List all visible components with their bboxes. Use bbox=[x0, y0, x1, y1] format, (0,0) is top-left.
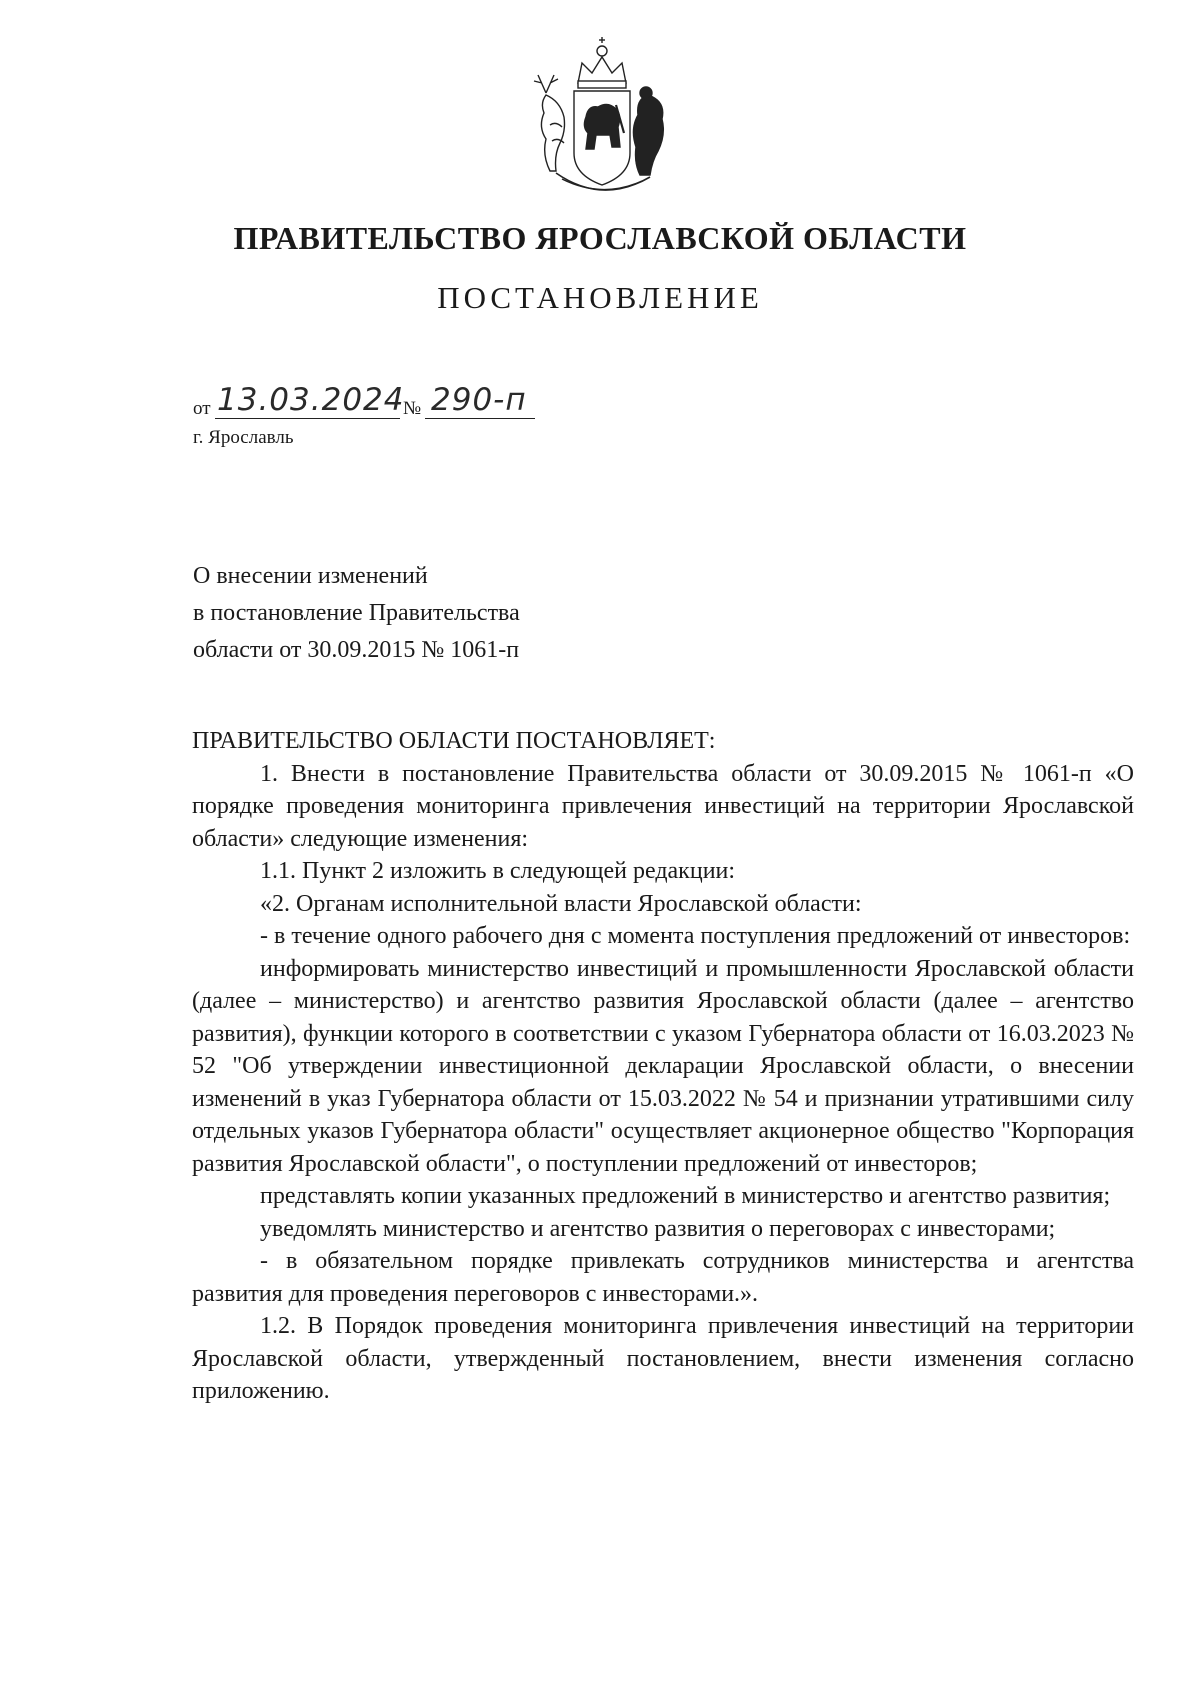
number-underline bbox=[425, 418, 535, 419]
paragraph: 1. Внести в постановление Правительства области от 30.09.2015 № 1061-п «О порядке проведения мониторинга привлечения инвестиций на территории Ярославской области» следующие изменения: bbox=[192, 760, 1134, 852]
paragraph: - в течение одного рабочего дня с момента поступления предложений от инвесторов: bbox=[260, 923, 1131, 949]
paragraph: представлять копии указанных предложений в министерство и агентство развития; bbox=[260, 1183, 1111, 1209]
handwritten-number: 290-п bbox=[431, 382, 527, 418]
paragraph: - в обязательном порядке привлекать сотрудников министерства и агентства развития для проведения переговоров с инвесторами.». bbox=[192, 1248, 1134, 1307]
handwritten-date: 13.03.2024 bbox=[217, 382, 405, 418]
subject-line: О внесении изменений bbox=[193, 563, 428, 589]
city-line: г. Ярославль bbox=[193, 427, 294, 448]
coat-of-arms-emblem bbox=[516, 35, 688, 205]
date-underline bbox=[215, 418, 400, 419]
subject-line: в постановление Правительства bbox=[193, 600, 520, 626]
paragraph: 1.1. Пункт 2 изложить в следующей редакции: bbox=[260, 858, 736, 884]
document-type: ПОСТАНОВЛЕНИЕ bbox=[437, 280, 763, 315]
subject-line: области от 30.09.2015 № 1061-п bbox=[193, 637, 520, 663]
document-body bbox=[192, 725, 1134, 1408]
paragraph: информировать министерство инвестиций и промышленности Ярославской области (далее – министерство) и агентство развития Ярославской области (далее – агентство развития), функции которого в соответствии с указом Губернатора области от 16.03.2023 № 52 "Об утверждении инвестиционной декларации Ярославской области, о внесении изменений в указ Губернатора области от 15.03.2022 № 54 и признании утратившими силу отдельных указов Губернатора области" осуществляет акционерное общество "Корпорация развития Ярославской области", о поступлении предложений от инвесторов; bbox=[192, 955, 1134, 1177]
document-subject bbox=[193, 558, 520, 669]
paragraph: уведомлять министерство и агентство развития о переговорах с инвесторами; bbox=[260, 1215, 1056, 1242]
paragraph: 1.2. В Порядок проведения мониторинга привлечения инвестиций на территории Ярославской области, утвержденный постановлением, внести изменения согласно приложению. bbox=[192, 1313, 1134, 1404]
organization-title: ПРАВИТЕЛЬСТВО ЯРОСЛАВСКОЙ ОБЛАСТИ bbox=[233, 220, 967, 256]
paragraph: «2. Органам исполнительной власти Ярославской области: bbox=[260, 890, 862, 917]
date-prefix: от bbox=[193, 398, 211, 419]
resolution-heading: ПРАВИТЕЛЬСТВО ОБЛАСТИ ПОСТАНОВЛЯЕТ: bbox=[192, 728, 716, 754]
number-prefix: № bbox=[403, 398, 422, 419]
